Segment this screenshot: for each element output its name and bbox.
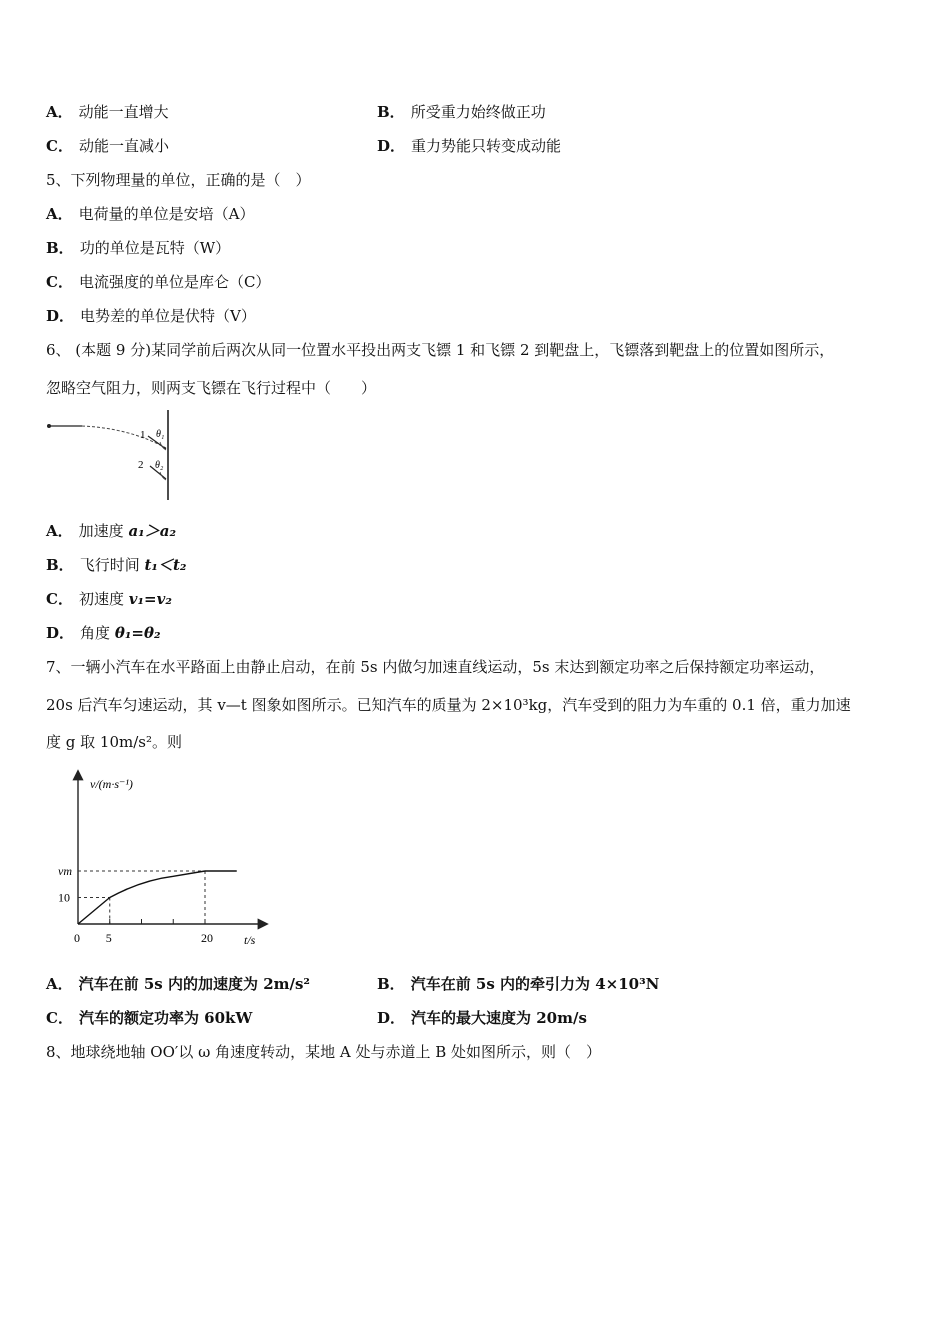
q7-stem-line2: 20s 后汽车匀速运动，其 v—t 图象如图所示。已知汽车的质量为 2×10³kg，汽车受到的阻力为车重的 0.1 倍，重力加速 [46, 696, 851, 714]
q6-stem-line1: 6、 (本题 9 分)某同学前后两次从同一位置水平投出两支飞镖 1 和飞镖 2 到靶盘上，飞镖落到靶盘上的位置如图所示， [46, 341, 835, 359]
q5-option-d: D． 电势差的单位是伏特（V） [46, 307, 256, 325]
y-tick-label: 10 [58, 890, 70, 905]
q7-option-d: D． 汽车的最大速度为 20m/s [377, 1009, 587, 1027]
q5-option-a: A． 电荷量的单位是安培（A） [46, 205, 255, 223]
q7-option-c: C． 汽车的额定功率为 60kW [46, 1009, 253, 1027]
q7-option-b: B． 汽车在前 5s 内的牵引力为 4×10³N [377, 975, 660, 993]
chart-layer [58, 864, 237, 945]
angle2-label: θ₂ [155, 460, 164, 471]
q7-option-a: A． 汽车在前 5s 内的加速度为 2m/s² [46, 975, 310, 993]
series-line-2 [110, 871, 205, 898]
angle1-label: θ₁ [156, 429, 165, 440]
q7-stem-line1: 7、一辆小汽车在水平路面上由静止启动，在前 5s 内做匀加速直线运动，5s 末达到额定功率之后保持额定功率运动， [46, 658, 825, 676]
x-axis-label: t/s [244, 933, 256, 947]
q5-option-c: C． 电流强度的单位是库仑（C） [46, 273, 271, 291]
q5-option-b: B． 功的单位是瓦特（W） [46, 239, 231, 257]
q6-option-b: B． 飞行时间 t₁＜t₂ [46, 556, 187, 574]
q4-option-b: B． 所受重力始终做正功 [377, 103, 546, 121]
x-tick-label: 20 [201, 931, 213, 945]
q6-option-a: A． 加速度 a₁＞a₂ [46, 522, 177, 540]
q6-stem-line2: 忽略空气阻力，则两支飞镖在飞行过程中（ ） [46, 379, 377, 397]
trajectory-curve [82, 426, 166, 448]
vt-chart [44, 766, 284, 952]
dart1-label: 1 [140, 429, 146, 441]
q7-stem-line3: 度 g 取 10m/s²。则 [46, 733, 182, 751]
dart2-label: 2 [138, 459, 144, 471]
q4-option-d: D． 重力势能只转变成动能 [377, 137, 562, 155]
q8-stem: 8、地球绕地轴 OO′以 ω 角速度转动，某地 A 处与赤道上 B 处如图所示，则（ ） [46, 1043, 602, 1061]
q6-option-c: C． 初速度 v₁=v₂ [46, 590, 172, 608]
q4-option-a: A． 动能一直增大 [46, 103, 169, 121]
dart-figure [44, 408, 184, 504]
y-tick-label: vm [58, 864, 72, 878]
q4-option-c: C． 动能一直减小 [46, 137, 169, 155]
q5-stem: 5、下列物理量的单位，正确的是（ ） [46, 171, 311, 189]
x-tick-label: 5 [105, 931, 112, 945]
y-axis-label: v/(m·s⁻¹) [90, 777, 133, 791]
x-tick-label: 0 [74, 931, 80, 945]
q6-option-d: D． 角度 θ₁=θ₂ [46, 624, 161, 642]
series-line-1 [78, 898, 110, 925]
